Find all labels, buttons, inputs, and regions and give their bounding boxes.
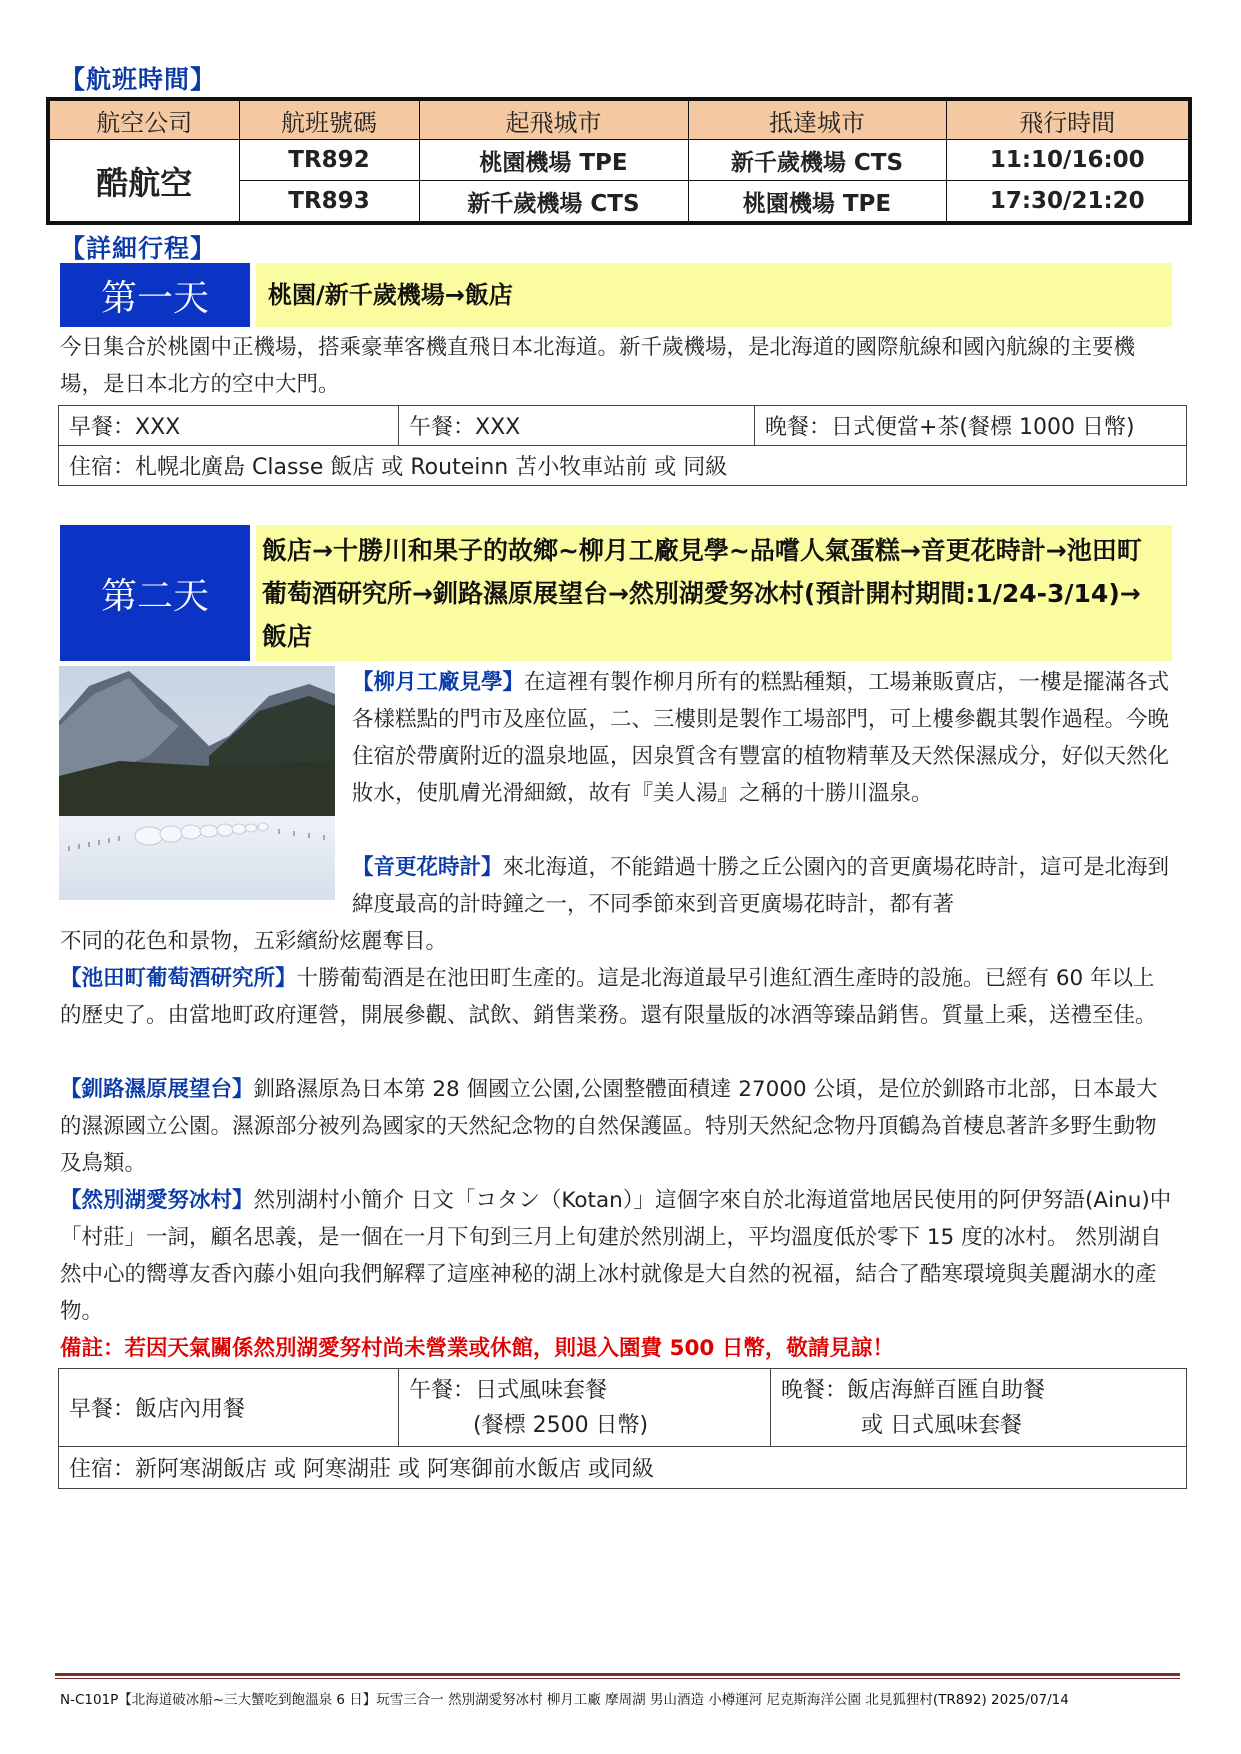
day2-dinner-line2: 或 日式風味套餐 bbox=[861, 1412, 1022, 1438]
day1-description: 今日集合於桃園中正機場，搭乘豪華客機直飛日本北海道。新千歲機場，是北海道的國際航線和國內航線的主要機場，是日本北方的空中大門。 bbox=[60, 335, 1136, 397]
day1-meal-table bbox=[58, 405, 1187, 486]
snow-mountain-igloo-photo bbox=[59, 666, 335, 900]
day2-label: 第二天 bbox=[60, 525, 250, 661]
header-airline: 航空公司 bbox=[48, 99, 239, 140]
day2-meal-table bbox=[58, 1368, 1187, 1489]
flight-time: 17:30/21:20 bbox=[946, 181, 1190, 224]
day2-paragraph-ice-village bbox=[60, 1182, 1172, 1330]
table-row bbox=[48, 140, 1190, 181]
day2-lunch-line2: (餐標 2500 日幣) bbox=[473, 1412, 649, 1438]
winery-title: 【池田町葡萄酒研究所】 bbox=[60, 966, 297, 991]
day2-dinner-line1: 晚餐：飯店海鮮百匯自助餐 bbox=[781, 1377, 1046, 1403]
day1-route: 桃園/新千歲機場→飯店 bbox=[256, 263, 1172, 327]
winery-text: 十勝葡萄酒是在池田町生產的。這是北海道最早引進紅酒生產時的設施。已經有 60 年以上的歷史了。由當地町政府運營，開展參觀、試飲、銷售業務。還有限量版的冰酒等臻品銷售。質量上乘，送禮至佳。 bbox=[60, 966, 1157, 1028]
day2-paragraph-kushiro bbox=[60, 1071, 1172, 1182]
footer-divider-thin bbox=[55, 1678, 1180, 1679]
day2-lunch-line1: 午餐：日式風味套餐 bbox=[409, 1377, 608, 1403]
ice-village-text: 然別湖村小簡介 日文「コタン（Kotan）」這個字來自於北海道當地居民使用的阿伊努語(Ainu)中「村莊」一詞，顧名思義，是一個在一月下旬到三月上旬建於然別湖上，平均溫度低於零下 15 度的冰村。 然別湖自然中心的嚮導友香內藤小姐向我們解釋了這座神秘的湖上冰村就像是大自然的祝福，結合了酷寒環境與美麗湖水的產物。 bbox=[60, 1188, 1172, 1324]
day2-paragraph-liugetsu bbox=[352, 664, 1174, 812]
departure-city: 桃園機場 TPE bbox=[419, 140, 688, 181]
header-flight-time: 飛行時間 bbox=[946, 99, 1190, 140]
day2-note: 備註：若因天氣關係然別湖愛努村尚未營業或休館，則退入園費 500 日幣，敬請見諒！ bbox=[60, 1336, 894, 1361]
header-departure: 起飛城市 bbox=[419, 99, 688, 140]
day1-lunch: 午餐：XXX bbox=[399, 406, 755, 446]
itinerary-title: 【詳細行程】 bbox=[60, 234, 217, 263]
flight-time: 11:10/16:00 bbox=[946, 140, 1190, 181]
footer-divider bbox=[55, 1673, 1180, 1676]
liugetsu-title: 【柳月工廠見學】 bbox=[352, 670, 525, 695]
flight-number: TR892 bbox=[239, 140, 419, 181]
header-arrival: 抵達城市 bbox=[688, 99, 946, 140]
flower-clock-title: 【音更花時計】 bbox=[352, 855, 503, 880]
day2-dinner bbox=[771, 1369, 1187, 1447]
kushiro-text: 釧路濕原為日本第 28 個國立公園,公園整體面積達 27000 公頃，是位於釧路市北部，日本最大的濕源國立公園。濕源部分被列為國家的天然紀念物的自然保護區。特別天然紀念物丹頂鶴為首棲息著許多野生動物及鳥類。 bbox=[60, 1077, 1158, 1176]
flight-table bbox=[46, 97, 1192, 225]
day1-header bbox=[60, 263, 1172, 327]
airline-name: 酷航空 bbox=[48, 140, 239, 224]
flight-section-title: 【航班時間】 bbox=[60, 65, 217, 94]
arrival-city: 桃園機場 TPE bbox=[688, 181, 946, 224]
day1-label: 第一天 bbox=[60, 263, 250, 327]
day2-breakfast: 早餐：飯店內用餐 bbox=[59, 1369, 399, 1447]
flight-table-header bbox=[48, 99, 1190, 140]
footer-text: N-C101P【北海道破冰船~三大蟹吃到飽溫泉 6 日】玩雪三合一 然別湖愛努冰村 柳月工廠 摩周湖 男山酒造 小樽運河 尼克斯海洋公園 北見狐狸村(TR892) 2025/07/14 bbox=[60, 1692, 1069, 1708]
day2-header bbox=[60, 525, 1172, 661]
ice-village-title: 【然別湖愛努冰村】 bbox=[60, 1188, 254, 1213]
flight-number: TR893 bbox=[239, 181, 419, 224]
day1-hotel: 住宿：札幌北廣島 Classe 飯店 或 Routeinn 苫小牧車站前 或 同級 bbox=[59, 446, 1187, 486]
day2-hotel: 住宿：新阿寒湖飯店 或 阿寒湖莊 或 阿寒御前水飯店 或同級 bbox=[59, 1447, 1187, 1489]
day2-paragraph-flower-clock-a: 【音更花時計】來北海道，不能錯過十勝之丘公園內的音更廣場花時計，這可是北海到緯度最高的計時鐘之一，不同季節來到音更廣場花時計，都有著 bbox=[352, 855, 1170, 917]
header-flight-no: 航班號碼 bbox=[239, 99, 419, 140]
arrival-city: 新千歲機場 CTS bbox=[688, 140, 946, 181]
liugetsu-text: 在這裡有製作柳月所有的糕點種類，工場兼販賣店，一樓是擺滿各式各樣糕點的門市及座位區，二、三樓則是製作工場部門，可上樓參觀其製作過程。今晚住宿於帶廣附近的溫泉地區，因泉質含有豐富的植物精華及天然保濕成分，好似天然化妝水，使肌膚光滑細緻，故有『美人湯』之稱的十勝川溫泉。 bbox=[352, 670, 1170, 806]
day2-lunch bbox=[399, 1369, 771, 1447]
day1-breakfast: 早餐：XXX bbox=[59, 406, 399, 446]
departure-city: 新千歲機場 CTS bbox=[419, 181, 688, 224]
day2-paragraph-flower-clock-b: 不同的花色和景物，五彩繽紛炫麗奪目。 bbox=[60, 929, 448, 954]
kushiro-title: 【釧路濕原展望台】 bbox=[60, 1077, 254, 1102]
day2-route: 飯店→十勝川和果子的故鄉~柳月工廠見學~品嚐人氣蛋糕→音更花時計→池田町葡萄酒研究所→釧路濕原展望台→然別湖愛努冰村(預計開村期間:1/24-3/14)→飯店 bbox=[256, 525, 1172, 661]
day1-dinner: 晚餐：日式便當+茶(餐標 1000 日幣) bbox=[755, 406, 1187, 446]
day2-paragraph-winery bbox=[60, 960, 1172, 1034]
